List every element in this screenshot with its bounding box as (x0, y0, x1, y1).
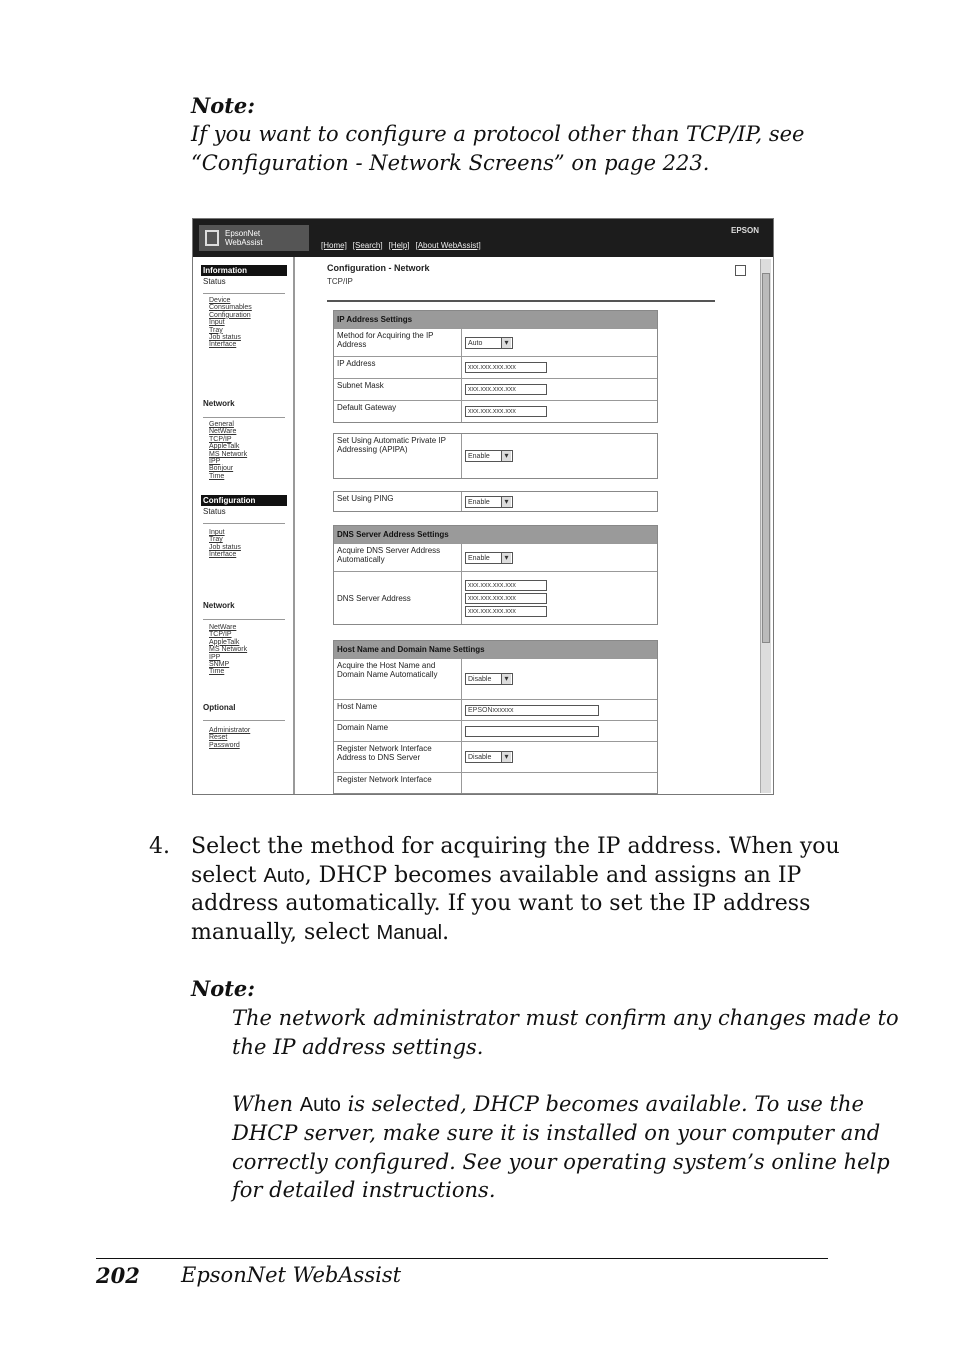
sidebar-link[interactable]: Administrator (209, 727, 251, 734)
dns-server-input[interactable]: xxx.xxx.xxx.xxx (465, 606, 547, 617)
option-auto: Auto (299, 1093, 341, 1116)
field-label: IP Address (334, 357, 462, 378)
config-subtitle: TCP/IP (327, 277, 353, 286)
sidebar-status-link[interactable]: Status (203, 507, 226, 516)
form-row (334, 543, 657, 571)
step-line (191, 919, 840, 948)
option-manual: Manual (376, 921, 443, 944)
form-row (334, 772, 657, 793)
sidebar-link[interactable]: TCP/IP (209, 435, 232, 443)
text-run: . (442, 919, 450, 945)
form-row (334, 699, 657, 720)
step-line: Select the method for acquiring the IP address. When you (191, 834, 840, 859)
sidebar-link[interactable]: TCP/IP (209, 631, 232, 639)
domain-name-input[interactable] (465, 726, 599, 737)
form-row (334, 741, 657, 772)
dns-server-input[interactable]: xxx.xxx.xxx.xxx (465, 593, 547, 604)
note-line (232, 1090, 899, 1120)
sidebar-config-list (209, 529, 241, 559)
subnet-mask-input[interactable]: xxx.xxx.xxx.xxx (465, 384, 547, 395)
option-auto: Auto (263, 864, 305, 887)
note-line: DHCP server, make sure it is installed on your computer and (232, 1121, 881, 1145)
field-label: DNS Server Address (334, 572, 462, 624)
sidebar-link[interactable]: Time (209, 668, 225, 676)
ping-select[interactable]: Enable ▾ (465, 496, 513, 508)
sidebar-link[interactable]: Bonjour (209, 465, 234, 473)
sidebar-divider (203, 417, 285, 418)
sidebar-link[interactable]: Input (209, 319, 225, 327)
field-label: Register Network Interface Address to DNS Server (334, 742, 462, 772)
screenshot-sidebar (193, 257, 295, 795)
form-row (334, 400, 657, 422)
sidebar-link[interactable]: Input (209, 529, 225, 536)
divider (327, 300, 715, 302)
sidebar-link[interactable]: Tray (209, 536, 223, 544)
form-row (334, 492, 657, 511)
register-select[interactable]: Disable ▾ (465, 751, 513, 763)
note-line: The network administrator must confirm any changes made to (232, 1006, 899, 1030)
sidebar-link[interactable]: MS Network (209, 646, 248, 654)
dns-acquire-select[interactable]: Enable ▾ (465, 552, 513, 564)
sidebar-link[interactable]: Device (209, 297, 231, 304)
sidebar-divider (203, 720, 285, 721)
sidebar-link[interactable]: Configuration (209, 311, 251, 319)
sidebar-link[interactable]: Job status (209, 543, 241, 551)
step-text (191, 833, 840, 947)
config-title: Configuration - Network (327, 263, 430, 273)
sidebar-link[interactable]: Reset (209, 734, 228, 742)
text-run: is selected, DHCP becomes available. To use the (340, 1091, 864, 1116)
sidebar-link[interactable]: NetWare (209, 624, 237, 631)
screenshot-main (297, 257, 759, 795)
field-label: Set Using PING (334, 492, 462, 511)
sidebar-link[interactable]: AppleTalk (209, 443, 240, 451)
logo-icon (205, 230, 219, 246)
field-label: Register Network Interface (334, 773, 462, 793)
page-number: 202 (96, 1263, 140, 1288)
nav-search-link[interactable]: [Search] (352, 241, 383, 250)
logo-text: EpsonNet (225, 229, 261, 238)
note-line: If you want to configure a protocol other than TCP/IP, see (191, 122, 805, 146)
sidebar-link[interactable]: General (209, 421, 234, 428)
webassist-screenshot (192, 218, 774, 795)
note-text (232, 1004, 899, 1205)
note-heading: Note: (191, 93, 256, 118)
sidebar-link[interactable]: Password (209, 741, 240, 749)
host-acquire-select[interactable]: Disable ▾ (465, 673, 513, 685)
running-title: EpsonNet WebAssist (181, 1263, 402, 1287)
sidebar-link[interactable]: Tray (209, 326, 223, 334)
nav-about-link[interactable]: [About WebAssist] (415, 241, 481, 250)
sidebar-link[interactable]: AppleTalk (209, 638, 240, 646)
sidebar-link[interactable]: NetWare (209, 428, 237, 436)
sidebar-info-list (209, 297, 252, 349)
form-row (334, 720, 657, 741)
gateway-input[interactable]: xxx.xxx.xxx.xxx (465, 406, 547, 417)
sidebar-link[interactable]: Job status (209, 334, 241, 342)
nav-help-link[interactable]: [Help] (388, 241, 410, 250)
field-label: Domain Name (334, 721, 462, 741)
note-line: for detailed instructions. (232, 1178, 496, 1202)
sidebar-info-head[interactable]: Information (201, 265, 287, 276)
field-label: Method for Acquiring the IP Address (334, 329, 462, 356)
sidebar-network-list (209, 421, 247, 480)
step-number: 4. (149, 834, 170, 859)
sidebar-optional-list (209, 727, 250, 749)
step-line (191, 862, 840, 891)
text-run: When (232, 1091, 300, 1116)
sidebar-network-label: Network (203, 399, 235, 408)
field-label: Set Using Automatic Private IP Addressing (APIPA) (334, 434, 462, 478)
host-name-input[interactable]: EPSONxxxxxx (465, 705, 599, 716)
method-select[interactable]: Auto ▾ (465, 337, 513, 349)
form-row (334, 571, 657, 624)
sidebar-divider (203, 523, 285, 524)
sidebar-optional-label: Optional (203, 703, 236, 712)
panel-heading: IP Address Settings (334, 311, 657, 328)
field-label: Host Name (334, 700, 462, 720)
sidebar-network2-label: Network (203, 601, 235, 610)
sidebar-divider (203, 619, 285, 620)
dns-panel (333, 525, 658, 625)
note-text (191, 120, 804, 177)
note-line: “Configuration - Network Screens” on page 223. (191, 150, 710, 175)
sidebar-link[interactable]: Interface (209, 341, 237, 349)
form-row (334, 434, 657, 478)
logo-text: WebAssist (225, 238, 263, 247)
epson-brand: EPSON (730, 226, 759, 235)
step-line: address automatically. If you want to set the IP address (191, 891, 811, 916)
nav-home-link[interactable]: [Home] (321, 241, 347, 250)
field-label: Default Gateway (334, 401, 462, 422)
ip-settings-panel (333, 310, 658, 423)
field-label: Acquire the Host Name and Domain Name Automatically (334, 659, 462, 699)
form-row (334, 658, 657, 699)
sidebar-network2-list (209, 624, 247, 676)
sidebar-link[interactable]: Consumables (209, 304, 252, 312)
sidebar-link[interactable]: MS Network (209, 450, 248, 458)
webassist-logo (199, 225, 309, 251)
field-label: Acquire DNS Server Address Automatically (334, 544, 462, 571)
note-line: the IP address settings. (232, 1034, 484, 1059)
panel-heading: Host Name and Domain Name Settings (334, 641, 657, 658)
apipa-select[interactable]: Enable ▾ (465, 450, 513, 462)
apipa-panel (333, 433, 658, 479)
ip-address-input[interactable]: xxx.xxx.xxx.xxx (465, 362, 547, 373)
close-icon[interactable] (735, 265, 746, 276)
sidebar-link[interactable]: Time (209, 472, 225, 480)
sidebar-config-head[interactable]: Configuration (201, 495, 287, 506)
form-row (334, 356, 657, 378)
text-run: , DHCP becomes available and assigns an IP (304, 862, 802, 888)
footer-rule (96, 1258, 828, 1259)
sidebar-link[interactable]: SNMP (209, 661, 230, 669)
text-run: select (191, 862, 264, 888)
form-row (334, 328, 657, 356)
form-row (334, 378, 657, 400)
sidebar-status-link[interactable]: Status (203, 277, 226, 286)
screenshot-header-bar (193, 219, 773, 257)
note-line: correctly configured. See your operating system’s online help (232, 1149, 890, 1174)
dns-server-input[interactable]: xxx.xxx.xxx.xxx (465, 580, 547, 591)
sidebar-link[interactable]: IPP (209, 653, 221, 661)
host-panel (333, 640, 658, 794)
panel-heading: DNS Server Address Settings (334, 526, 657, 543)
scrollbar[interactable] (760, 259, 771, 793)
sidebar-link[interactable]: Interface (209, 551, 237, 559)
scrollbar-thumb[interactable] (762, 273, 770, 643)
field-label: Subnet Mask (334, 379, 462, 400)
screenshot-nav (321, 241, 481, 250)
note-heading: Note: (191, 976, 256, 1001)
ping-panel (333, 491, 658, 512)
text-run: manually, select (191, 919, 377, 945)
sidebar-divider (203, 293, 285, 294)
sidebar-link[interactable]: IPP (209, 458, 221, 466)
